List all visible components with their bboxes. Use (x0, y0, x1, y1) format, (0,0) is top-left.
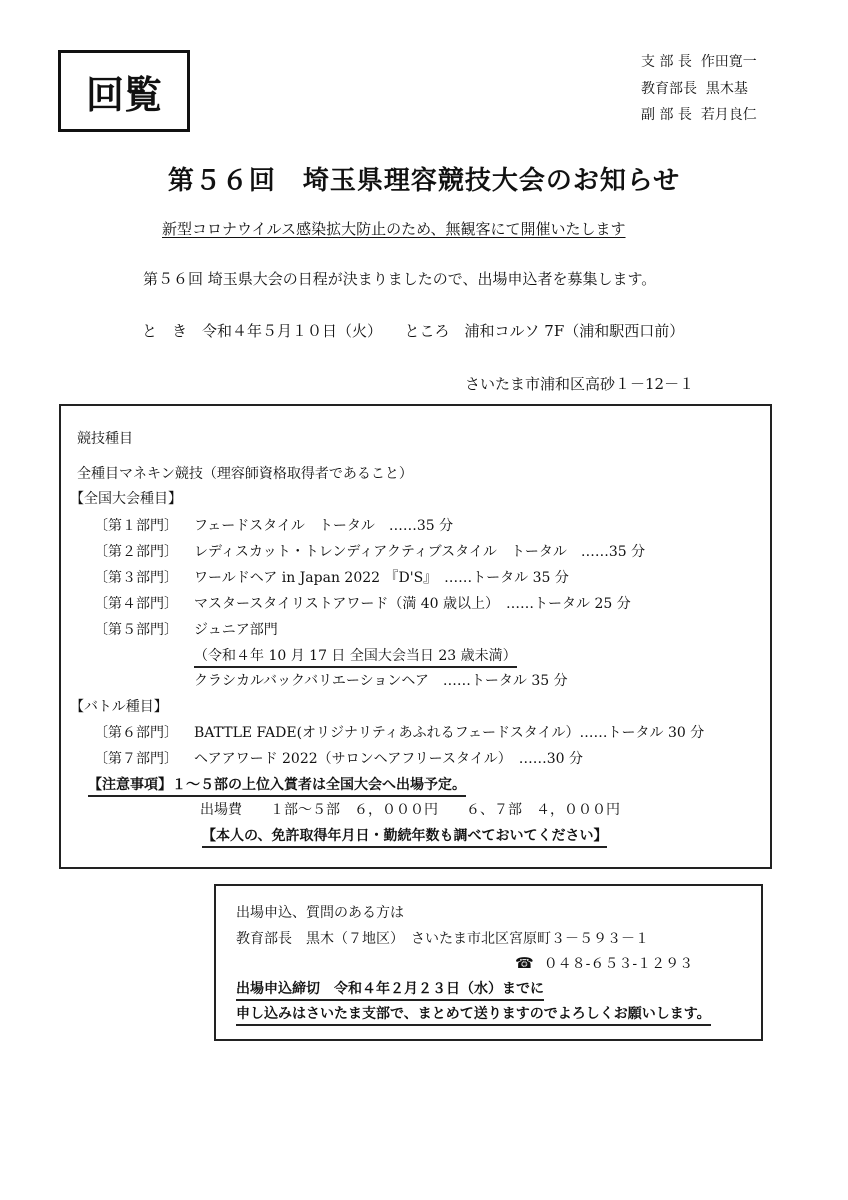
official-title: 教育部長 (641, 81, 697, 97)
division-description: ヘアアワード 2022（サロンヘアフリースタイル） ……30 分 (194, 751, 583, 767)
junior-event: クラシカルバックバリエーションヘア ……トータル 35 分 (194, 673, 568, 689)
national-heading: 【全国大会種目】 (70, 491, 182, 507)
official-title: 支 部 長 (641, 54, 692, 70)
page-title: 第５６回 埼玉県理容競技大会のお知らせ (167, 166, 681, 196)
division-number: 〔第１部門〕 (94, 518, 178, 534)
date-venue-line: と き 令和４年５月１０日（火） ところ 浦和コルソ 7F（浦和駅西口前） (142, 322, 685, 340)
contact-phone (515, 953, 693, 973)
division-number: 〔第６部門〕 (94, 725, 178, 741)
official-education-chief (641, 78, 748, 98)
deadline-text: 出場申込締切 令和４年２月２３日（水）までに (236, 981, 544, 1001)
circulation-stamp: 回覧 (58, 50, 190, 132)
remark-text: 【本人の、免許取得年月日・勤続年数も調べておいてください】 (202, 828, 607, 848)
official-name: 作田寛一 (700, 54, 757, 70)
mannequin-note: 全種目マネキン競技（理容師資格取得者であること） (77, 466, 413, 482)
entry-fee: 出場費 １部～５部 ６，０００円 ６、７部 ４，０００円 (200, 802, 620, 818)
division-description: フェードスタイル トータル ……35 分 (194, 518, 454, 534)
submission-message: 申し込みはさいたま支部で、まとめて送りますのでよろしくお願いします。 (236, 1006, 711, 1026)
division-number: 〔第２部門〕 (94, 544, 178, 560)
junior-age-note: （令和４年 10 月 17 日 全国大会当日 23 歳未満） (194, 648, 517, 668)
intro-text: 第５６回 埼玉県大会の日程が決まりましたので、出場申込者を募集します。 (143, 270, 657, 288)
events-heading: 競技種目 (77, 431, 133, 447)
division-number: 〔第５部門〕 (94, 622, 178, 638)
division-description: ワールドヘア in Japan 2022 『D'S』 ……トータル 35 分 (194, 570, 569, 586)
contact-heading: 出場申込、質問のある方は (236, 905, 404, 921)
official-branch-chief (641, 51, 757, 71)
division-description: マスタースタイリストアワード（満 40 歳以上） ……トータル 25 分 (194, 596, 631, 612)
venue-address: さいたま市浦和区高砂１－12－１ (465, 375, 695, 393)
division-number: 〔第３部門〕 (94, 570, 178, 586)
contact-person: 教育部長 黒木（７地区） さいたま市北区宮原町３－５９３－１ (236, 931, 649, 947)
subtitle: 新型コロナウイルス感染拡大防止のため、無観客にて開催いたします (162, 220, 626, 238)
official-name: 黒木基 (705, 81, 748, 97)
official-title: 副 部 長 (641, 107, 692, 123)
official-deputy-chief (641, 104, 757, 124)
division-description: BATTLE FADE(オリジナリティあふれるフェードスタイル）……トータル 30 分 (194, 725, 705, 741)
official-name: 若月良仁 (700, 107, 757, 123)
division-number: 〔第７部門〕 (94, 751, 178, 767)
battle-heading: 【バトル種目】 (70, 699, 168, 715)
phone-number: ０４８-６５３-１２９３ (543, 956, 694, 972)
division-description: レディスカット・トレンディアクティブスタイル トータル ……35 分 (194, 544, 646, 560)
division-description: ジュニア部門 (194, 622, 278, 638)
phone-icon: ☎ (515, 954, 534, 972)
notice-text: 【注意事項】１～５部の上位入賞者は全国大会へ出場予定。 (88, 777, 466, 797)
division-number: 〔第４部門〕 (94, 596, 178, 612)
